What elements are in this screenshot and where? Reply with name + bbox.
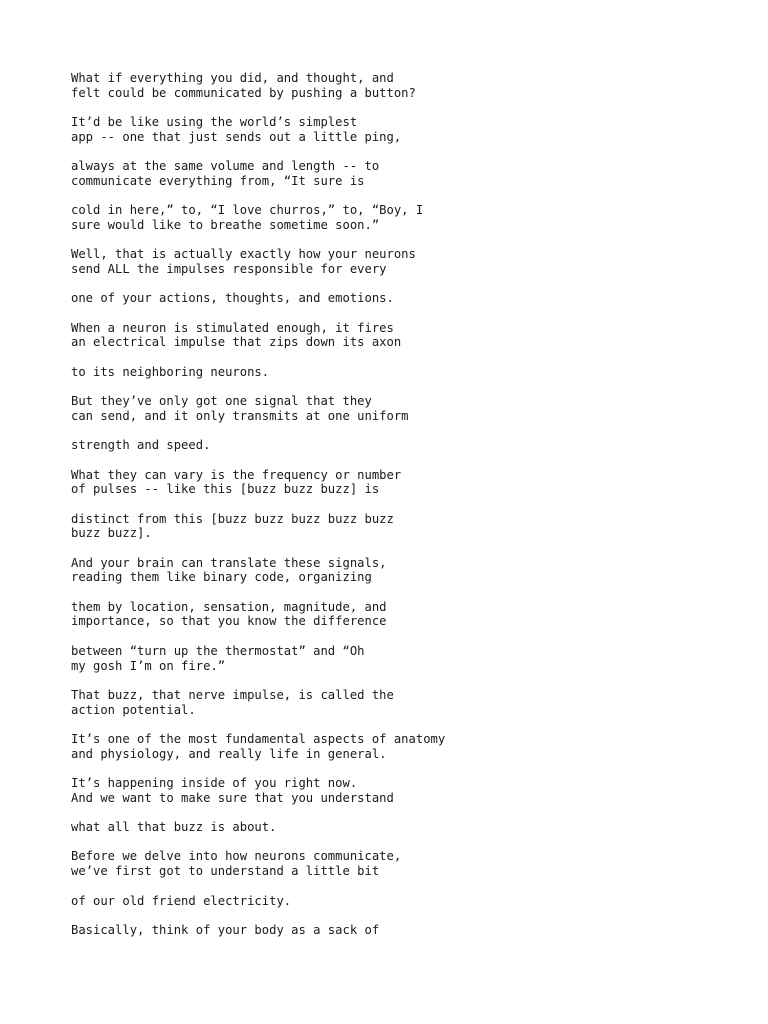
paragraph (71, 644, 731, 673)
text-line: It’d be like using the world’s simplest (71, 115, 358, 130)
paragraph (71, 600, 731, 629)
text-line: What if everything you did, and thought, and (71, 71, 394, 85)
text-line: reading them like binary code, organizing (71, 570, 372, 585)
text-line: one of your actions, thoughts, and emotions. (71, 291, 394, 306)
text-line: sure would like to breathe sometime soon.” (71, 217, 380, 232)
text-line: cold in here,” to, “I love churros,” to, “Boy, I (71, 203, 424, 218)
paragraph (71, 776, 731, 805)
text-line: When a neuron is stimulated enough, it fires (71, 320, 394, 335)
text-line: strength and speed. (71, 438, 211, 453)
paragraph (71, 820, 731, 835)
paragraph (71, 732, 731, 761)
text-line: communicate everything from, “It sure is (71, 173, 365, 188)
paragraph (71, 291, 731, 306)
text-line: Basically, think of your body as a sack of (71, 922, 380, 937)
paragraph (71, 556, 731, 585)
paragraph (71, 512, 731, 541)
paragraph (71, 923, 731, 938)
text-line: Before we delve into how neurons communicate, (71, 849, 402, 864)
text-line: between “turn up the thermostat” and “Oh (71, 643, 365, 658)
text-line: send ALL the impulses responsible for every (71, 261, 387, 276)
text-line: distinct from this [buzz buzz buzz buzz buzz (71, 511, 394, 526)
paragraph (71, 247, 731, 276)
text-line: to its neighboring neurons. (71, 364, 270, 379)
text-line: But they’ve only got one signal that they (71, 394, 372, 409)
document-page (71, 71, 731, 952)
paragraph (71, 203, 731, 232)
paragraph (71, 71, 731, 100)
text-line: felt could be communicated by pushing a button? (71, 85, 416, 100)
text-line: my gosh I’m on fire.” (71, 658, 226, 673)
paragraph (71, 394, 731, 423)
paragraph (71, 159, 731, 188)
text-line: what all that buzz is about. (71, 820, 277, 835)
text-line: and physiology, and really life in general. (71, 746, 387, 761)
text-line: of pulses -- like this [buzz buzz buzz] is (71, 482, 380, 497)
text-line: What they can vary is the frequency or number (71, 467, 402, 482)
paragraph (71, 688, 731, 717)
text-line: And your brain can translate these signals, (71, 555, 387, 570)
text-line: we’ve first got to understand a little bit (71, 864, 380, 879)
text-line: action potential. (71, 702, 196, 717)
text-line: an electrical impulse that zips down its axon (71, 335, 402, 350)
paragraph (71, 438, 731, 453)
text-line: of our old friend electricity. (71, 893, 292, 908)
text-line: importance, so that you know the difference (71, 614, 387, 629)
text-line: Well, that is actually exactly how your neurons (71, 247, 416, 262)
paragraph (71, 468, 731, 497)
text-line: always at the same volume and length -- to (71, 159, 380, 174)
text-line: It’s happening inside of you right now. (71, 776, 358, 790)
text-line: buzz buzz]. (71, 526, 152, 541)
text-line: app -- one that just sends out a little ping, (71, 129, 402, 144)
text-line: That buzz, that nerve impulse, is called the (71, 687, 394, 702)
paragraph (71, 849, 731, 878)
text-line: It’s one of the most fundamental aspects of anatomy (71, 731, 446, 746)
paragraph (71, 894, 731, 909)
paragraph (71, 321, 731, 350)
text-line: And we want to make sure that you understand (71, 790, 394, 805)
text-line: them by location, sensation, magnitude, and (71, 599, 387, 614)
paragraph (71, 115, 731, 144)
paragraph (71, 365, 731, 380)
text-line: can send, and it only transmits at one uniform (71, 408, 409, 423)
